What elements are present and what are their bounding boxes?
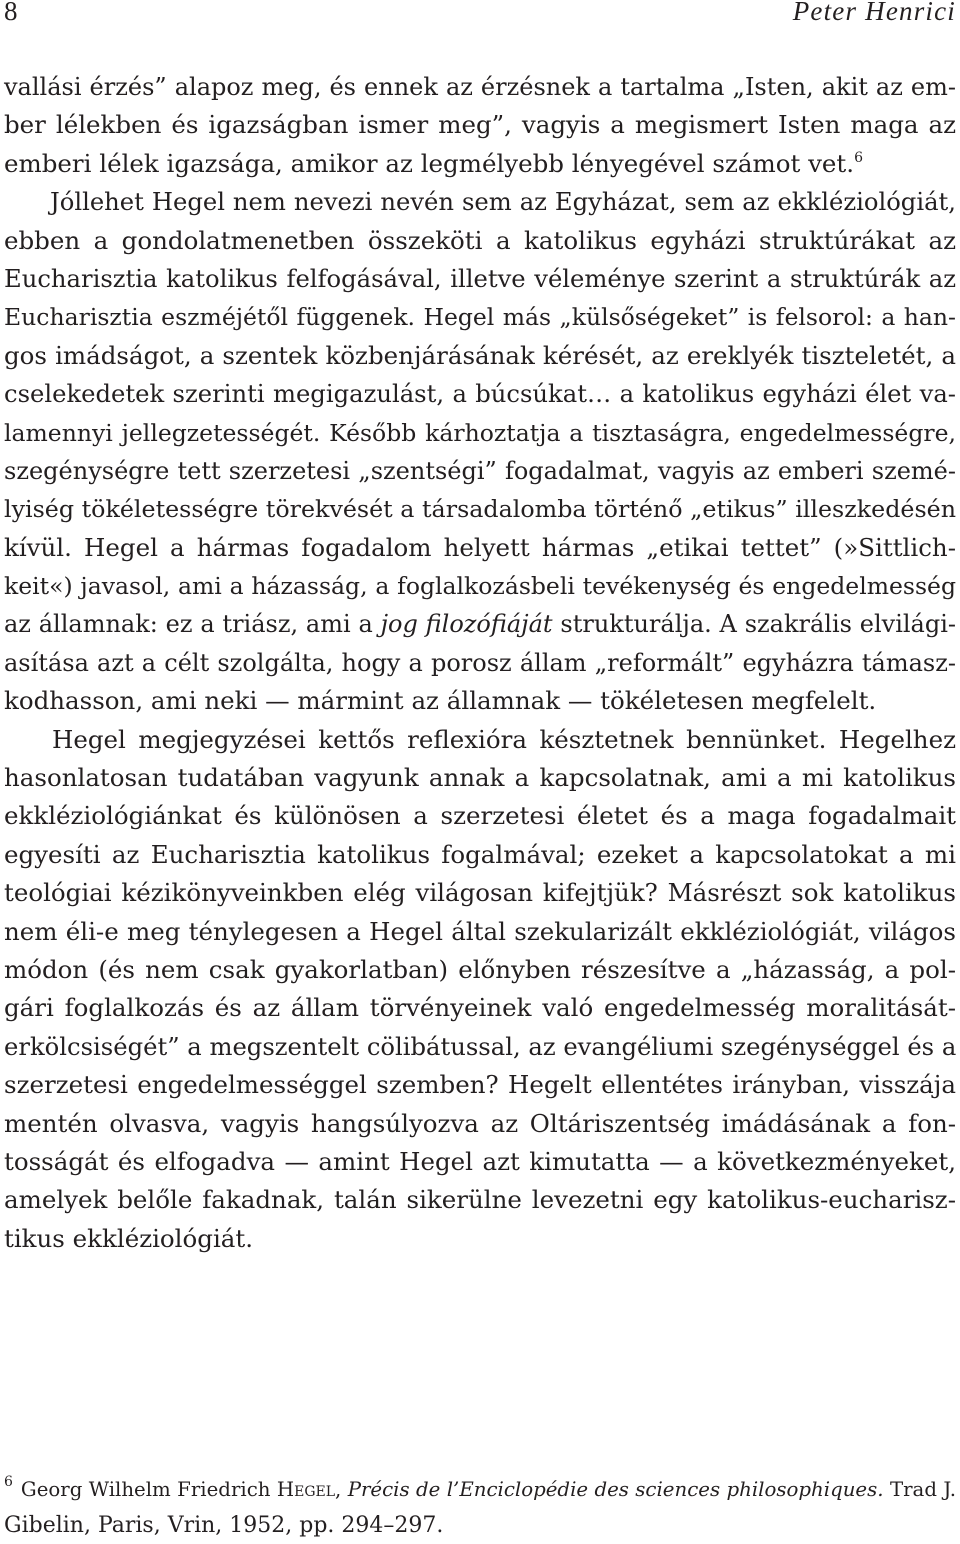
- text-line: Jóllehet Hegel nem nevezi nevén sem az Egyházat, sem az ekkléziológiát,: [50, 187, 956, 217]
- text-line: cselekedetek szerinti megigazulást, a búcsúkat… a katolikus egyházi élet va-: [4, 379, 956, 409]
- text-line: egyesíti az Eucharisztia katolikus fogalmával; ezeket a kapcsolatokat a mi: [4, 839, 956, 869]
- text-line: kodhasson, ami neki — mármint az államnak — tökéletesen megfelelt.: [4, 686, 877, 716]
- text-line: lamennyi jellegzetességét. Később kárhoztatja a tisztaságra, engedelmességre,: [4, 418, 956, 447]
- text-line: szerzetesi engedelmességgel szemben? Hegelt ellentétes irányban, visszája: [4, 1070, 956, 1100]
- text-line: Eucharisztia katolikus felfogásával, illetve véleménye szerint a struktúrák az: [4, 263, 956, 293]
- text-line: teológiai kézikönyveinkben elég világosan kifejtjük? Másrészt sok katolikus: [4, 878, 956, 908]
- footnote-line: Gibelin, Paris, Vrin, 1952, pp. 294–297.: [4, 1513, 444, 1538]
- running-head: Peter Henrici: [792, 0, 956, 26]
- text-line: ebben a gondolatmenetben összeköti a katolikus egyházi struktúrákat az: [4, 225, 956, 255]
- footnote-rest: Trad J.: [889, 1478, 957, 1501]
- footnote-author-first: Georg Wilhelm Friedrich: [20, 1478, 271, 1501]
- text-line: mentén olvasva, vagyis hangsúlyozva az Oltáriszentség imádásának a fon-: [4, 1108, 956, 1138]
- text-line: erkölcsiségét” a megszentelt cölibátussal, az evangéliumi szegénységgel és a: [4, 1031, 957, 1061]
- text-line: gári foglalkozás és az állam törvényeinek való engedelmesség moralitását-: [4, 993, 956, 1023]
- text-line: Hegel megjegyzései kettős reflexióra késztetnek bennünket. Hegelhez: [52, 724, 956, 754]
- text-line: Eucharisztia eszméjétől függenek. Hegel más „külsőségeket” is felsorol: a han-: [4, 303, 956, 332]
- text-span: az államnak: ez a triász, ami a: [4, 610, 373, 639]
- footnote-reference[interactable]: 6: [854, 149, 863, 166]
- italic-title: jog filozófiáját: [380, 610, 553, 639]
- text-line: keit«) javasol, ami a házasság, a foglalkozásbeli tevékenység és engedelmesség: [4, 572, 956, 601]
- text-span: emberi lélek igazsága, amikor az legmélyebb lényegével számot vet.: [4, 148, 855, 178]
- page-header: [0, 0, 960, 40]
- text-line: asítása azt a célt szolgálta, hogy a porosz állam „reformált” egyházra támasz-: [4, 648, 956, 677]
- text-line: ber lélekben és igazságban ismer meg”, vagyis a megismert Isten maga az: [4, 110, 956, 140]
- footnote-author-last: Hegel: [276, 1478, 336, 1501]
- footnote-comma: ,: [335, 1478, 342, 1501]
- text-line: hasonlatosan tudatában vagyunk annak a kapcsolatnak, ami a mi katolikus: [4, 763, 956, 793]
- text-line: kívül. Hegel a hármas fogadalom helyett hármas „etikai tettet” (»Sittlich-: [4, 532, 956, 562]
- footnote: [4, 1472, 956, 1544]
- page-number: 8: [4, 0, 18, 26]
- text-line: szegénységre tett szerzetesi „szentségi” fogadalmat, vagyis az emberi szemé-: [4, 456, 956, 485]
- text-line: [4, 145, 956, 183]
- footnote-number: 6: [4, 1474, 13, 1490]
- footnote-line: [4, 1472, 956, 1508]
- text-line: nem éli-e meg ténylegesen a Hegel által szekularizált ekkléziológiát, világos: [4, 916, 956, 946]
- text-line: amelyek belőle fakadnak, talán sikerülne levezetni egy katolikus-eucharisz-: [4, 1185, 956, 1215]
- text-span: strukturálja. A szakrális elvilági-: [560, 610, 956, 639]
- footnote-title: Précis de l’Enciclopédie des sciences philosophiques.: [347, 1478, 884, 1501]
- text-line: tikus ekkléziológiát.: [4, 1223, 254, 1253]
- text-line: lyiség tökéletességre törekvését a társadalomba történő „etikus” illeszkedésén: [4, 495, 956, 524]
- body-text: [4, 68, 956, 1258]
- text-line: ekkléziológiánkat és különösen a szerzetesi életet és a maga fogadalmait: [4, 801, 956, 831]
- text-line: [4, 605, 956, 643]
- text-line: tosságát és elfogadva — amint Hegel azt kimutatta — a következményeket,: [4, 1146, 956, 1176]
- text-line: gos imádságot, a szentek közbenjárásának kérését, az ereklyék tiszteletét, a: [4, 340, 956, 370]
- text-line: vallási érzés” alapoz meg, és ennek az érzésnek a tartalma „Isten, akit az em-: [4, 73, 956, 101]
- text-line: módon (és nem csak gyakorlatban) előnyben részesítve a „házasság, a pol-: [4, 954, 956, 984]
